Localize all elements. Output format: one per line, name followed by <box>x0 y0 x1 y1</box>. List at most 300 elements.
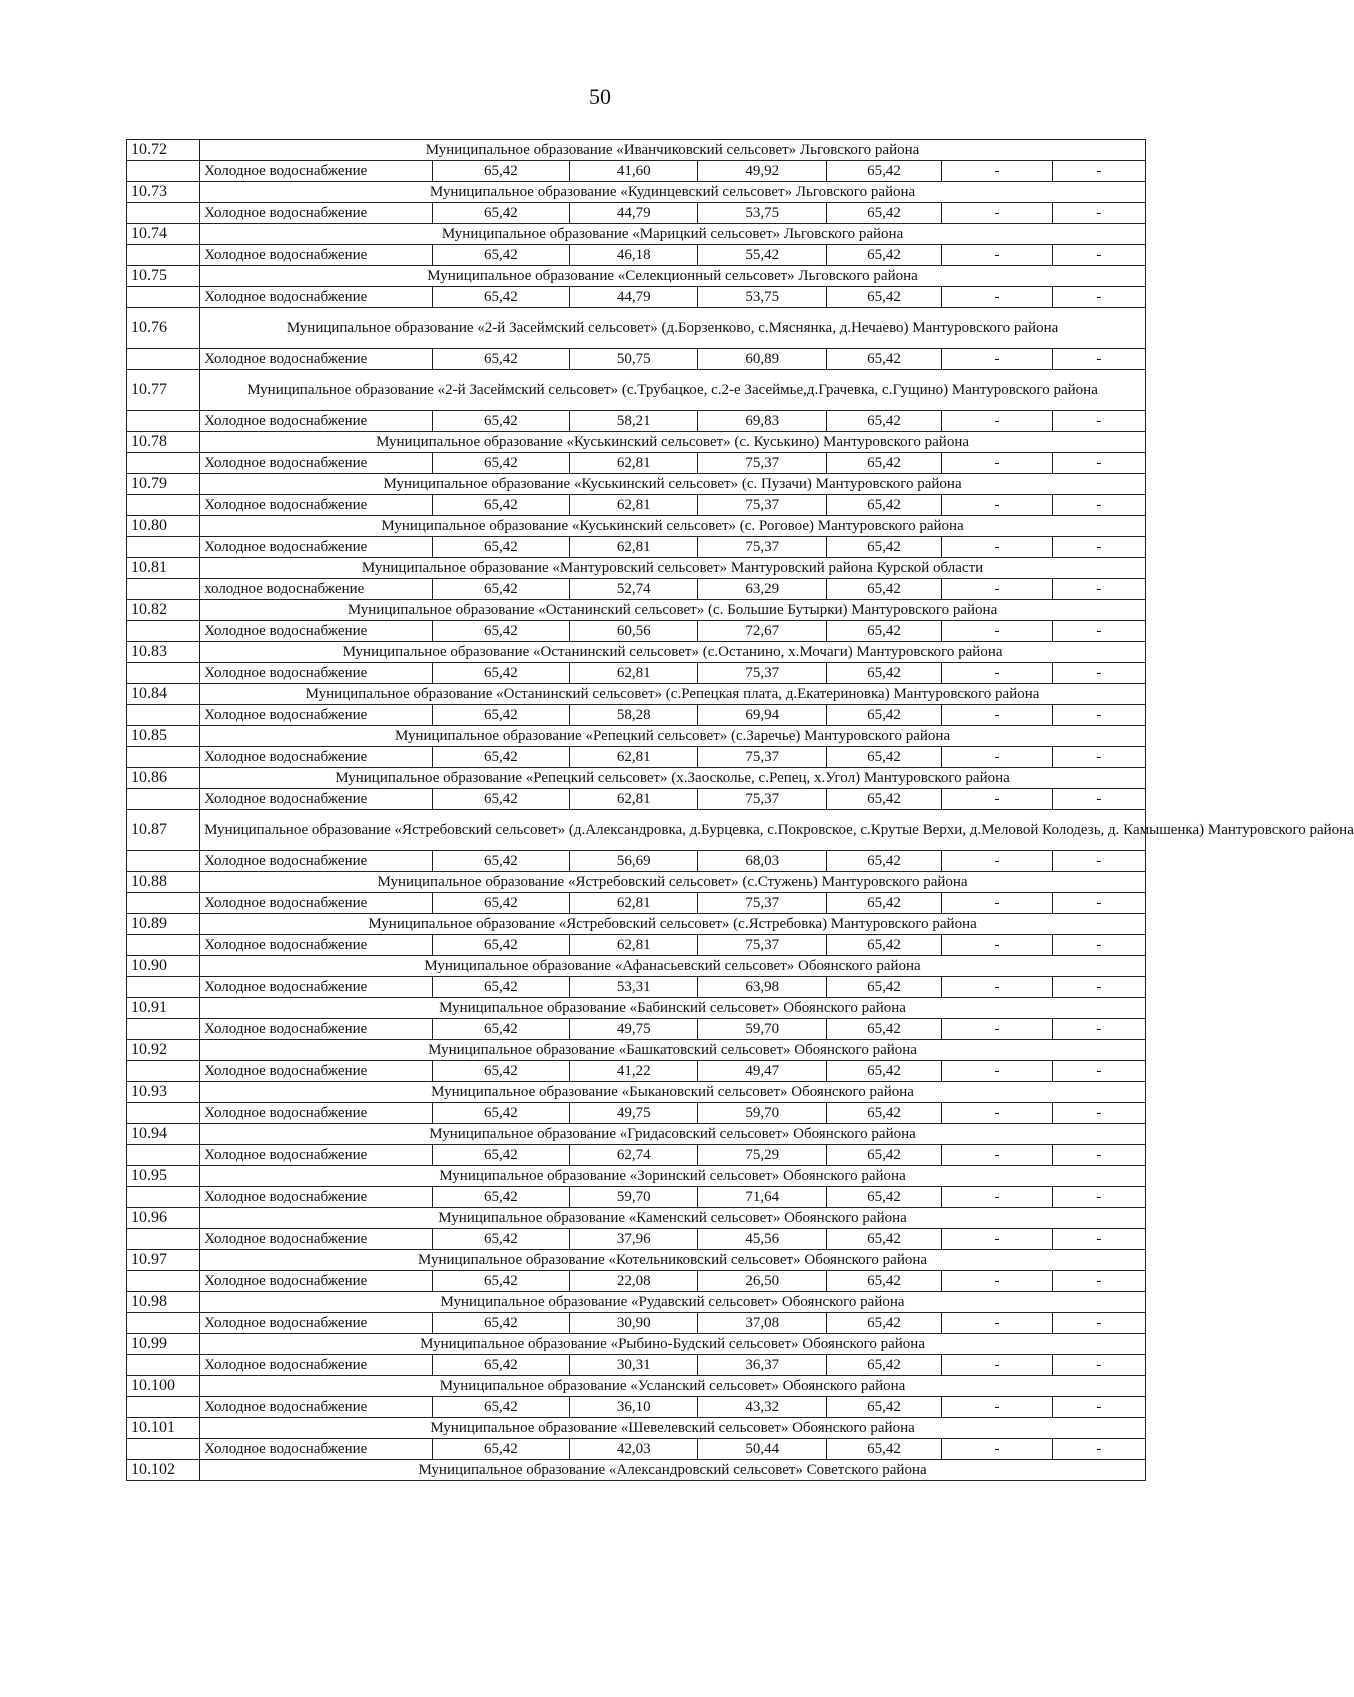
tariff-value: 58,21 <box>570 411 698 432</box>
empty-value-cell: - <box>942 621 1053 642</box>
tariff-value: 65,42 <box>826 203 941 224</box>
section-title: Муниципальное образование «Рыбино-Будский сельсовет» Обоянского района <box>200 1334 1146 1355</box>
section-code: 10.93 <box>127 1082 200 1103</box>
empty-code-cell <box>127 161 200 182</box>
section-code: 10.80 <box>127 516 200 537</box>
tariff-value: 65,42 <box>826 1397 941 1418</box>
table-row <box>127 1397 1146 1418</box>
service-name: Холодное водоснабжение <box>200 893 433 914</box>
tariff-value: 69,94 <box>698 705 826 726</box>
empty-value-cell: - <box>1052 663 1145 684</box>
service-name: Холодное водоснабжение <box>200 789 433 810</box>
empty-value-cell: - <box>942 663 1053 684</box>
empty-value-cell: - <box>1052 1397 1145 1418</box>
tariff-value: 59,70 <box>698 1019 826 1040</box>
section-header-row <box>127 914 1146 935</box>
service-name: холодное водоснабжение <box>200 579 433 600</box>
section-header-row <box>127 1292 1146 1313</box>
tariff-value: 65,42 <box>826 935 941 956</box>
service-name: Холодное водоснабжение <box>200 747 433 768</box>
section-header-row <box>127 1418 1146 1439</box>
empty-code-cell <box>127 1145 200 1166</box>
tariff-value: 65,42 <box>826 851 941 872</box>
empty-code-cell <box>127 935 200 956</box>
table-row <box>127 1145 1146 1166</box>
tariff-value: 65,42 <box>826 663 941 684</box>
empty-value-cell: - <box>942 1103 1053 1124</box>
empty-value-cell: - <box>1052 1187 1145 1208</box>
section-title: Муниципальное образование «Останинский сельсовет» (с.Репецкая плата, д.Екатериновка) Мантуровского района <box>200 684 1146 705</box>
section-code: 10.99 <box>127 1334 200 1355</box>
tariff-value: 65,42 <box>432 1355 569 1376</box>
tariff-value: 65,42 <box>826 1145 941 1166</box>
section-header-row <box>127 516 1146 537</box>
section-title: Муниципальное образование «Рудавский сельсовет» Обоянского района <box>200 1292 1146 1313</box>
table-row <box>127 161 1146 182</box>
empty-code-cell <box>127 1355 200 1376</box>
empty-code-cell <box>127 1229 200 1250</box>
tariff-value: 62,74 <box>570 1145 698 1166</box>
section-title: Муниципальное образование «Иванчиковский сельсовет» Льговского района <box>200 140 1146 161</box>
section-code: 10.86 <box>127 768 200 789</box>
tariff-value: 53,31 <box>570 977 698 998</box>
section-title: Муниципальное образование «Афанасьевский сельсовет» Обоянского района <box>200 956 1146 977</box>
tariff-value: 65,42 <box>432 935 569 956</box>
service-name: Холодное водоснабжение <box>200 977 433 998</box>
tariff-value: 55,42 <box>698 245 826 266</box>
section-header-row <box>127 726 1146 747</box>
tariff-value: 65,42 <box>432 789 569 810</box>
empty-value-cell: - <box>942 245 1053 266</box>
section-code: 10.94 <box>127 1124 200 1145</box>
tariff-value: 30,90 <box>570 1313 698 1334</box>
empty-value-cell: - <box>942 579 1053 600</box>
section-header-row <box>127 1376 1146 1397</box>
tariff-value: 75,37 <box>698 537 826 558</box>
empty-value-cell: - <box>1052 977 1145 998</box>
tariff-value: 65,42 <box>432 161 569 182</box>
empty-value-cell: - <box>942 705 1053 726</box>
section-header-row <box>127 600 1146 621</box>
section-title: Муниципальное образование «Марицкий сельсовет» Льговского района <box>200 224 1146 245</box>
service-name: Холодное водоснабжение <box>200 161 433 182</box>
service-name: Холодное водоснабжение <box>200 1187 433 1208</box>
section-code: 10.84 <box>127 684 200 705</box>
tariff-value: 36,37 <box>698 1355 826 1376</box>
tariff-value: 62,81 <box>570 495 698 516</box>
empty-value-cell: - <box>942 789 1053 810</box>
empty-value-cell: - <box>1052 1019 1145 1040</box>
empty-value-cell: - <box>1052 705 1145 726</box>
empty-code-cell <box>127 705 200 726</box>
section-code: 10.76 <box>127 308 200 349</box>
section-code: 10.83 <box>127 642 200 663</box>
empty-value-cell: - <box>1052 411 1145 432</box>
section-title: Муниципальное образование «Александровский сельсовет» Советского района <box>200 1460 1146 1481</box>
tariff-value: 63,98 <box>698 977 826 998</box>
empty-code-cell <box>127 579 200 600</box>
section-title: Муниципальное образование «Останинский сельсовет» (с. Большие Бутырки) Мантуровского района <box>200 600 1146 621</box>
section-title: Муниципальное образование «Шевелевский сельсовет» Обоянского района <box>200 1418 1146 1439</box>
section-code: 10.72 <box>127 140 200 161</box>
tariff-value: 37,08 <box>698 1313 826 1334</box>
section-code: 10.75 <box>127 266 200 287</box>
section-title: Муниципальное образование «Быкановский сельсовет» Обоянского района <box>200 1082 1146 1103</box>
section-header-row <box>127 1250 1146 1271</box>
tariff-value: 65,42 <box>432 287 569 308</box>
section-header-row <box>127 998 1146 1019</box>
section-title: Муниципальное образование «Зоринский сельсовет» Обоянского района <box>200 1166 1146 1187</box>
tariff-value: 65,42 <box>432 621 569 642</box>
empty-value-cell: - <box>942 203 1053 224</box>
section-title: Муниципальное образование «Ястребовский сельсовет» (с.Ястребовка) Мантуровского района <box>200 914 1146 935</box>
section-code: 10.100 <box>127 1376 200 1397</box>
empty-value-cell: - <box>1052 851 1145 872</box>
section-header-row <box>127 1460 1146 1481</box>
tariff-value: 65,42 <box>826 411 941 432</box>
section-title: Муниципальное образование «Ястребовский сельсовет» (д.Александровка, д.Бурцевка, с.Покровское, с.Крутые Верхи, д.Меловой Колодезь, д. Камышенка) Мантуровского района <box>200 810 1146 851</box>
empty-code-cell <box>127 245 200 266</box>
service-name: Холодное водоснабжение <box>200 245 433 266</box>
tariff-value: 65,42 <box>432 203 569 224</box>
section-header-row <box>127 1124 1146 1145</box>
tariff-value: 65,42 <box>432 1061 569 1082</box>
table-row <box>127 453 1146 474</box>
section-code: 10.87 <box>127 810 200 851</box>
empty-code-cell <box>127 203 200 224</box>
table-row <box>127 1061 1146 1082</box>
empty-code-cell <box>127 1061 200 1082</box>
empty-value-cell: - <box>942 935 1053 956</box>
table-row <box>127 747 1146 768</box>
empty-value-cell: - <box>1052 1271 1145 1292</box>
section-title: Муниципальное образование «Куськинский сельсовет» (с. Пузачи) Мантуровского района <box>200 474 1146 495</box>
tariff-value: 65,42 <box>826 287 941 308</box>
section-header-row <box>127 1334 1146 1355</box>
empty-code-cell <box>127 453 200 474</box>
tariff-value: 65,42 <box>432 663 569 684</box>
tariff-value: 65,42 <box>432 1229 569 1250</box>
tariff-value: 62,81 <box>570 537 698 558</box>
section-header-row <box>127 872 1146 893</box>
empty-code-cell <box>127 1313 200 1334</box>
tariff-value: 26,50 <box>698 1271 826 1292</box>
service-name: Холодное водоснабжение <box>200 851 433 872</box>
tariff-value: 59,70 <box>570 1187 698 1208</box>
empty-code-cell <box>127 349 200 370</box>
service-name: Холодное водоснабжение <box>200 705 433 726</box>
section-title: Муниципальное образование «Репецкий сельсовет» (с.Заречье) Мантуровского района <box>200 726 1146 747</box>
tariff-value: 53,75 <box>698 203 826 224</box>
empty-code-cell <box>127 977 200 998</box>
table-row <box>127 1355 1146 1376</box>
empty-code-cell <box>127 1019 200 1040</box>
table-row <box>127 203 1146 224</box>
table-row <box>127 287 1146 308</box>
empty-code-cell <box>127 789 200 810</box>
empty-value-cell: - <box>942 1187 1053 1208</box>
section-code: 10.73 <box>127 182 200 203</box>
service-name: Холодное водоснабжение <box>200 1019 433 1040</box>
section-header-row <box>127 432 1146 453</box>
section-title: Муниципальное образование «2-й Засеймский сельсовет» (с.Трубацкое, с.2-е Засеймье,д.Грачевка, с.Гущино) Мантуровского района <box>200 370 1146 411</box>
section-code: 10.91 <box>127 998 200 1019</box>
section-title: Муниципальное образование «Кудинцевский сельсовет» Льговского района <box>200 182 1146 203</box>
tariff-value: 65,42 <box>826 1019 941 1040</box>
empty-value-cell: - <box>1052 1313 1145 1334</box>
section-header-row <box>127 558 1146 579</box>
tariff-value: 65,42 <box>432 495 569 516</box>
tariff-value: 44,79 <box>570 287 698 308</box>
tariff-value: 60,56 <box>570 621 698 642</box>
table-row <box>127 1229 1146 1250</box>
tariff-value: 69,83 <box>698 411 826 432</box>
tariff-value: 62,81 <box>570 935 698 956</box>
table-row <box>127 1187 1146 1208</box>
service-name: Холодное водоснабжение <box>200 1355 433 1376</box>
table-row <box>127 851 1146 872</box>
tariff-value: 75,37 <box>698 663 826 684</box>
service-name: Холодное водоснабжение <box>200 1313 433 1334</box>
table-row <box>127 789 1146 810</box>
empty-value-cell: - <box>1052 579 1145 600</box>
empty-value-cell: - <box>942 287 1053 308</box>
section-code: 10.97 <box>127 1250 200 1271</box>
section-header-row <box>127 182 1146 203</box>
empty-value-cell: - <box>1052 789 1145 810</box>
table-row <box>127 1439 1146 1460</box>
section-title: Муниципальное образование «Куськинский сельсовет» (с. Роговое) Мантуровского района <box>200 516 1146 537</box>
tariff-value: 65,42 <box>826 161 941 182</box>
section-header-row <box>127 308 1146 349</box>
empty-value-cell: - <box>942 1313 1053 1334</box>
empty-value-cell: - <box>942 1019 1053 1040</box>
service-name: Холодное водоснабжение <box>200 1397 433 1418</box>
section-title: Муниципальное образование «Усланский сельсовет» Обоянского района <box>200 1376 1146 1397</box>
tariff-value: 65,42 <box>432 411 569 432</box>
empty-value-cell: - <box>942 851 1053 872</box>
empty-value-cell: - <box>942 1145 1053 1166</box>
tariff-value: 65,42 <box>826 1187 941 1208</box>
empty-value-cell: - <box>1052 621 1145 642</box>
table-row <box>127 1019 1146 1040</box>
empty-value-cell: - <box>1052 349 1145 370</box>
section-code: 10.79 <box>127 474 200 495</box>
tariff-value: 46,18 <box>570 245 698 266</box>
table-row <box>127 977 1146 998</box>
section-title: Муниципальное образование «Башкатовский сельсовет» Обоянского района <box>200 1040 1146 1061</box>
tariff-value: 65,42 <box>826 453 941 474</box>
tariff-value: 45,56 <box>698 1229 826 1250</box>
section-code: 10.89 <box>127 914 200 935</box>
tariff-value: 68,03 <box>698 851 826 872</box>
empty-value-cell: - <box>942 1397 1053 1418</box>
tariff-value: 65,42 <box>432 851 569 872</box>
section-title: Муниципальное образование «Бабинский сельсовет» Обоянского района <box>200 998 1146 1019</box>
empty-code-cell <box>127 495 200 516</box>
tariff-value: 41,60 <box>570 161 698 182</box>
section-code: 10.78 <box>127 432 200 453</box>
tariff-value: 22,08 <box>570 1271 698 1292</box>
empty-value-cell: - <box>942 893 1053 914</box>
service-name: Холодное водоснабжение <box>200 411 433 432</box>
empty-value-cell: - <box>1052 935 1145 956</box>
empty-value-cell: - <box>942 1061 1053 1082</box>
section-header-row <box>127 266 1146 287</box>
tariff-value: 49,92 <box>698 161 826 182</box>
service-name: Холодное водоснабжение <box>200 287 433 308</box>
section-title: Муниципальное образование «Гридасовский сельсовет» Обоянского района <box>200 1124 1146 1145</box>
empty-code-cell <box>127 1271 200 1292</box>
tariff-value: 72,67 <box>698 621 826 642</box>
table-row <box>127 579 1146 600</box>
tariff-value: 65,42 <box>826 1439 941 1460</box>
section-title: Муниципальное образование «Куськинский сельсовет» (с. Куськино) Мантуровского района <box>200 432 1146 453</box>
table-row <box>127 1103 1146 1124</box>
tariff-value: 65,42 <box>826 1103 941 1124</box>
tariff-value: 41,22 <box>570 1061 698 1082</box>
empty-value-cell: - <box>942 453 1053 474</box>
empty-code-cell <box>127 893 200 914</box>
empty-code-cell <box>127 411 200 432</box>
tariff-value: 50,44 <box>698 1439 826 1460</box>
tariff-value: 62,81 <box>570 453 698 474</box>
tariff-value: 65,42 <box>432 245 569 266</box>
table-row <box>127 349 1146 370</box>
section-title: Муниципальное образование «Каменский сельсовет» Обоянского района <box>200 1208 1146 1229</box>
empty-code-cell <box>127 1103 200 1124</box>
table-row <box>127 245 1146 266</box>
tariff-value: 65,42 <box>432 977 569 998</box>
table-row <box>127 705 1146 726</box>
empty-value-cell: - <box>942 161 1053 182</box>
tariff-value: 62,81 <box>570 893 698 914</box>
section-header-row <box>127 768 1146 789</box>
section-title: Муниципальное образование «2-й Засеймский сельсовет» (д.Борзенково, с.Мяснянка, д.Нечаево) Мантуровского района <box>200 308 1146 349</box>
tariff-value: 49,75 <box>570 1019 698 1040</box>
tariff-value: 60,89 <box>698 349 826 370</box>
tariff-value: 62,81 <box>570 789 698 810</box>
tariff-value: 65,42 <box>432 1019 569 1040</box>
empty-value-cell: - <box>942 411 1053 432</box>
service-name: Холодное водоснабжение <box>200 453 433 474</box>
empty-code-cell <box>127 287 200 308</box>
tariff-value: 65,42 <box>826 1061 941 1082</box>
empty-value-cell: - <box>1052 495 1145 516</box>
section-code: 10.81 <box>127 558 200 579</box>
section-header-row <box>127 684 1146 705</box>
section-code: 10.85 <box>127 726 200 747</box>
empty-code-cell <box>127 621 200 642</box>
empty-value-cell: - <box>942 1355 1053 1376</box>
empty-value-cell: - <box>942 977 1053 998</box>
service-name: Холодное водоснабжение <box>200 349 433 370</box>
service-name: Холодное водоснабжение <box>200 537 433 558</box>
section-title: Муниципальное образование «Останинский сельсовет» (с.Останино, х.Мочаги) Мантуровского района <box>200 642 1146 663</box>
tariff-value: 65,42 <box>432 1271 569 1292</box>
table-row <box>127 935 1146 956</box>
tariff-table <box>126 139 1354 1481</box>
tariff-value: 65,42 <box>826 245 941 266</box>
service-name: Холодное водоснабжение <box>200 1229 433 1250</box>
tariff-value: 65,42 <box>826 977 941 998</box>
empty-value-cell: - <box>942 1271 1053 1292</box>
section-title: Муниципальное образование «Ястребовский сельсовет» (с.Стужень) Мантуровского района <box>200 872 1146 893</box>
tariff-value: 52,74 <box>570 579 698 600</box>
tariff-value: 65,42 <box>432 537 569 558</box>
tariff-value: 65,42 <box>826 579 941 600</box>
tariff-value: 43,32 <box>698 1397 826 1418</box>
service-name: Холодное водоснабжение <box>200 1145 433 1166</box>
tariff-value: 65,42 <box>826 537 941 558</box>
empty-code-cell <box>127 851 200 872</box>
section-code: 10.101 <box>127 1418 200 1439</box>
table-row <box>127 411 1146 432</box>
service-name: Холодное водоснабжение <box>200 663 433 684</box>
tariff-value: 59,70 <box>698 1103 826 1124</box>
tariff-value: 75,37 <box>698 789 826 810</box>
tariff-value: 65,42 <box>826 893 941 914</box>
tariff-value: 62,81 <box>570 747 698 768</box>
tariff-value: 65,42 <box>826 747 941 768</box>
empty-code-cell <box>127 537 200 558</box>
tariff-value: 75,29 <box>698 1145 826 1166</box>
section-code: 10.82 <box>127 600 200 621</box>
empty-value-cell: - <box>1052 1229 1145 1250</box>
section-code: 10.77 <box>127 370 200 411</box>
empty-code-cell <box>127 663 200 684</box>
tariff-value: 65,42 <box>432 579 569 600</box>
section-title: Муниципальное образование «Репецкий сельсовет» (х.Заосколье, с.Репец, х.Угол) Мантуровского района <box>200 768 1146 789</box>
service-name: Холодное водоснабжение <box>200 1103 433 1124</box>
section-header-row <box>127 1082 1146 1103</box>
section-header-row <box>127 224 1146 245</box>
empty-value-cell: - <box>1052 453 1145 474</box>
tariff-value: 65,42 <box>432 1397 569 1418</box>
tariff-value: 65,42 <box>826 621 941 642</box>
tariff-value: 65,42 <box>826 789 941 810</box>
empty-value-cell: - <box>1052 1145 1145 1166</box>
section-header-row <box>127 370 1146 411</box>
service-name: Холодное водоснабжение <box>200 1439 433 1460</box>
tariff-value: 56,69 <box>570 851 698 872</box>
empty-value-cell: - <box>942 537 1053 558</box>
section-header-row <box>127 140 1146 161</box>
tariff-value: 65,42 <box>826 1271 941 1292</box>
empty-value-cell: - <box>1052 161 1145 182</box>
table-row <box>127 495 1146 516</box>
section-code: 10.96 <box>127 1208 200 1229</box>
empty-value-cell: - <box>1052 1355 1145 1376</box>
tariff-value: 65,42 <box>432 453 569 474</box>
table-row <box>127 621 1146 642</box>
empty-value-cell: - <box>1052 747 1145 768</box>
section-code: 10.74 <box>127 224 200 245</box>
empty-value-cell: - <box>1052 1103 1145 1124</box>
table-row <box>127 1271 1146 1292</box>
tariff-value: 65,42 <box>432 349 569 370</box>
empty-value-cell: - <box>1052 1061 1145 1082</box>
tariff-value: 65,42 <box>432 1439 569 1460</box>
tariff-value: 75,37 <box>698 893 826 914</box>
tariff-value: 75,37 <box>698 935 826 956</box>
empty-value-cell: - <box>1052 245 1145 266</box>
service-name: Холодное водоснабжение <box>200 203 433 224</box>
tariff-value: 53,75 <box>698 287 826 308</box>
service-name: Холодное водоснабжение <box>200 1061 433 1082</box>
table-row <box>127 663 1146 684</box>
section-header-row <box>127 1040 1146 1061</box>
